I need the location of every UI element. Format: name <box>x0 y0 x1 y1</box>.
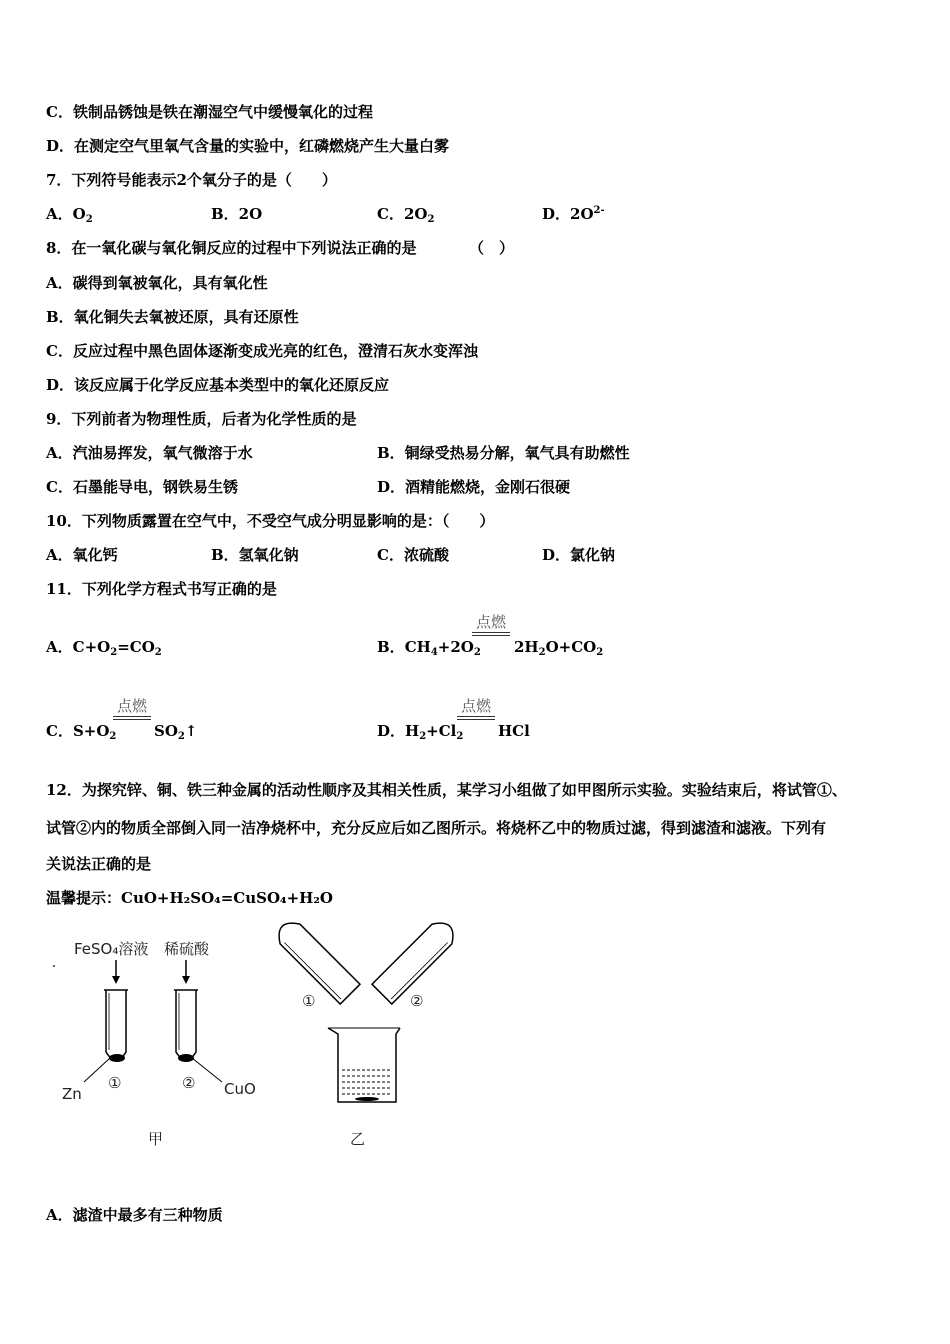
q9-option-d: D．酒精能燃烧，金刚石很硬 <box>377 478 571 496</box>
beaker-tube-2-label: ② <box>410 992 424 1010</box>
q6-option-c: C．铁制品锈蚀是铁在潮湿空气中缓慢氧化的过程 <box>46 103 373 121</box>
q10-stem: 10．下列物质露置在空气中，不受空气成分明显影响的是：（ ） <box>46 512 495 530</box>
q8-option-c: C．反应过程中黑色固体逐渐变成光亮的红色，澄清石灰水变浑浊 <box>46 342 478 360</box>
metal-cuo-label: CuO <box>224 1080 256 1098</box>
q11-stem: 11．下列化学方程式书写正确的是 <box>46 580 277 598</box>
q11-option-c-condition: 点燃 <box>113 697 151 720</box>
q11-option-c-rhs: $SO_2↑$ <box>154 722 198 742</box>
q9-option-a: A．汽油易挥发，氧气微溶于水 <box>46 444 253 462</box>
q12-stem-line2: 试管②内的物质全部倒入同一洁净烧杯中，充分反应后如乙图所示。将烧杯乙中的物质过滤，得到滤渣和滤液。下列有 <box>46 819 827 837</box>
reagent-h2so4-label: 稀硫酸 <box>164 940 210 958</box>
q7-stem: 7．下列符号能表示2个氧分子的是（ ） <box>46 171 337 189</box>
q7-option-d: D．$2O^{2-}$ <box>542 205 605 223</box>
metal-zn-label: Zn <box>62 1085 82 1103</box>
tube-2-label: ② <box>182 1074 196 1092</box>
q10-option-a: A．氧化钙 <box>46 546 118 564</box>
q11-option-b-condition: 点燃 <box>472 613 510 636</box>
figure-yi-drawing <box>270 922 470 1152</box>
q12-hint: 温馨提示：CuO+H₂SO₄=CuSO₄+H₂O <box>46 889 333 907</box>
q11-option-b-lhs: B．$CH_4+2O_2$ <box>377 638 481 658</box>
q8-stem: 8．在一氧化碳与氧化铜反应的过程中下列说法正确的是 （ ） <box>46 239 514 257</box>
q8-option-b: B．氧化铜失去氧被还原，具有还原性 <box>46 308 299 326</box>
q7-option-c: C．$2O_2$ <box>377 205 435 225</box>
q12-stem-line1: 12．为探究锌、铜、铁三种金属的活动性顺序及其相关性质，某学习小组做了如甲图所示实验。实验结束后，将试管①、 <box>46 781 847 799</box>
q10-option-d: D．氯化钠 <box>542 546 616 564</box>
reagent-feso4-label: FeSO₄溶液 <box>74 940 149 958</box>
q8-option-a: A．碳得到氧被氧化，具有氧化性 <box>46 274 268 292</box>
figure-yi-caption: 乙 <box>350 1130 366 1148</box>
q7-option-b: B．2O <box>211 205 263 223</box>
q11-option-d-lhs: D．$H_2+Cl_2$ <box>377 722 464 742</box>
figure-jia-drawing <box>40 930 280 1150</box>
q11-option-a: A．$C+O_2=CO_2$ <box>46 638 162 658</box>
q11-option-c-lhs: C．$S+O_2$ <box>46 722 117 742</box>
q9-option-b: B．铜绿受热易分解，氧气具有助燃性 <box>377 444 630 462</box>
q9-option-c: C．石墨能导电，钢铁易生锈 <box>46 478 238 496</box>
figure-jia <box>40 930 280 1150</box>
q12-option-a: A．滤渣中最多有三种物质 <box>46 1206 223 1224</box>
figure-jia-caption: 甲 <box>148 1130 164 1148</box>
q10-option-c: C．浓硫酸 <box>377 546 449 564</box>
q6-option-d: D．在测定空气里氧气含量的实验中，红磷燃烧产生大量白雾 <box>46 137 450 155</box>
q10-option-b: B．氢氧化钠 <box>211 546 299 564</box>
q11-option-d-rhs: HCl <box>498 722 530 740</box>
beaker-tube-1-label: ① <box>302 992 316 1010</box>
q11-option-d-condition: 点燃 <box>457 697 495 720</box>
figure-yi <box>270 922 470 1152</box>
tube-1-label: ① <box>108 1074 122 1092</box>
q12-stem-line3: 关说法正确的是 <box>46 855 152 873</box>
q7-option-a: A．$O_2$ <box>46 205 93 225</box>
q11-option-b-rhs: $2H_2O+CO_2$ <box>514 638 604 658</box>
q9-stem: 9．下列前者为物理性质，后者为化学性质的是 <box>46 410 357 428</box>
q8-option-d: D．该反应属于化学反应基本类型中的氧化还原反应 <box>46 376 390 394</box>
